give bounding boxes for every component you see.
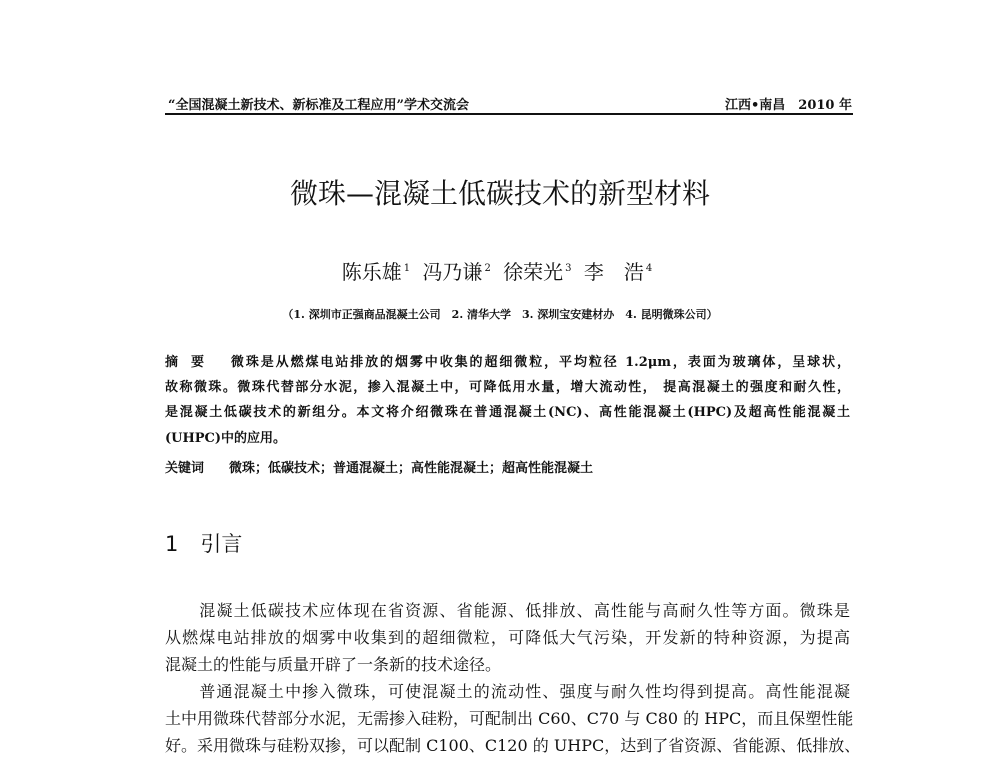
abstract-line — [165, 351, 850, 370]
abstract-line: (UHPC)中的应用。 — [165, 431, 287, 446]
running-header-location-year: 江西•南昌 2010 年 — [724, 98, 852, 113]
author: 冯乃谦 — [422, 260, 483, 284]
paper-title: 微珠—混凝土低碳技术的新型材料 — [289, 177, 710, 210]
author-affiliation-mark: 2 — [484, 263, 491, 274]
header-rule — [165, 113, 853, 115]
body-line: 普通混凝土中掺入微珠，可使混凝土的流动性、强度与耐久性均得到提高。高性能混凝 — [165, 682, 850, 701]
abstract-line: 故称微珠。微珠代替部分水泥，掺入混凝土中，可降低用水量，增大流动性， 提高混凝土的强度和耐久性， — [165, 380, 850, 395]
author: 李 浩 — [583, 260, 644, 284]
body-line: 从燃煤电站排放的烟雾中收集到的超细微粒，可降低大气污染，开发新的特种资源，为提高 — [165, 628, 850, 647]
body-line: 混凝土的性能与质量开辟了一条新的技术途径。 — [165, 655, 502, 674]
keywords-label: 关键词 — [165, 461, 205, 476]
author-affiliation-mark: 4 — [645, 263, 653, 274]
affiliations: （1. 深圳市正强商品混凝土公司 2. 清华大学 3. 深圳宝安建材办 4. 昆明微珠公司） — [282, 308, 718, 321]
section-number: 1 — [165, 532, 179, 556]
keywords — [165, 457, 850, 476]
body-line: 好。采用微珠与硅粉双掺，可以配制 C100、C120 的 UHPC，达到了省资源、省能源、低排放、 — [165, 736, 861, 755]
abstract-label: 摘 要 — [165, 355, 205, 370]
abstract-text: 微珠是从燃煤电站排放的烟雾中收集的超细微粒，平均粒径 1.2μm，表面为玻璃体，呈球状， — [229, 355, 850, 370]
section-heading — [165, 528, 264, 558]
author-list — [0, 256, 1000, 285]
author-affiliation-mark: 1 — [403, 263, 411, 274]
author: 陈乐雄 — [341, 260, 402, 284]
section-title: 引言 — [200, 532, 243, 556]
running-header-conference: “全国混凝土新技术、新标准及工程应用”学术交流会 — [168, 98, 469, 113]
body-line: 土中用微珠代替部分水泥，无需掺入硅粉，可配制出 C60、C70 与 C80 的 HPC，而且保塑性能 — [165, 709, 854, 728]
author: 徐荣光 — [503, 260, 564, 284]
abstract-line: 是混凝土低碳技术的新组分。本文将介绍微珠在普通混凝土(NC)、高性能混凝土(HPC)及超高性能混凝土 — [165, 405, 850, 420]
author-affiliation-mark: 3 — [565, 263, 572, 274]
keywords-text: 微珠；低碳技术；普通混凝土；高性能混凝土；超高性能混凝土 — [229, 461, 594, 476]
body-line: 混凝土低碳技术应体现在省资源、省能源、低排放、高性能与高耐久性等方面。微珠是 — [165, 601, 850, 620]
